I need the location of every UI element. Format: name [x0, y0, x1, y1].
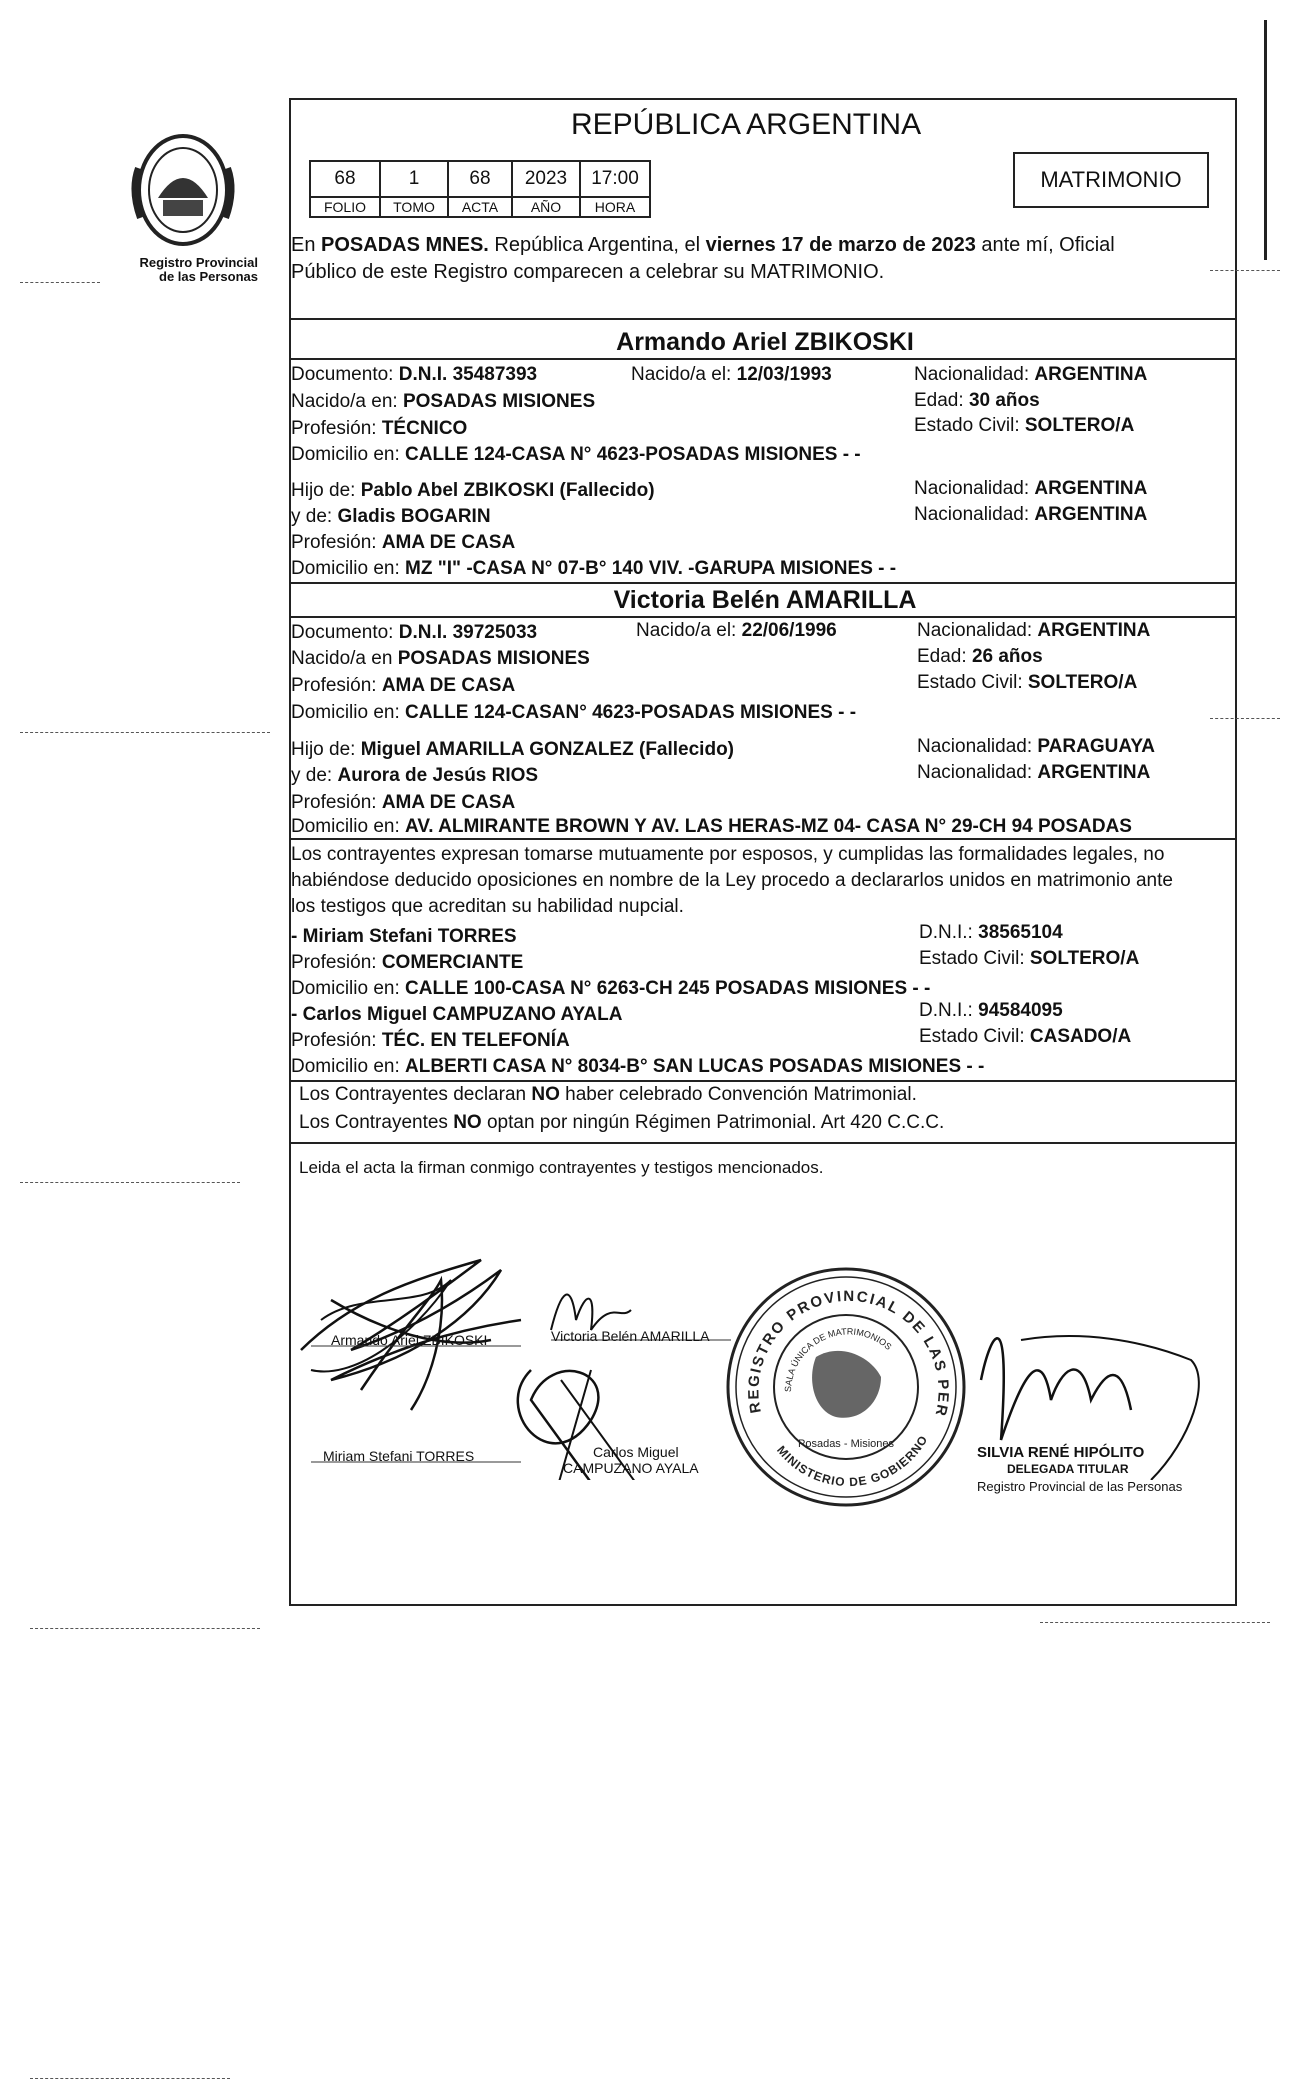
intro-date: viernes 17 de marzo de 2023: [705, 234, 976, 256]
official-name: SILVIA RENÉ HIPÓLITO: [977, 1444, 1145, 1461]
groom-nationality: ARGENTINA: [1034, 364, 1148, 385]
year-label: AÑO: [512, 197, 580, 217]
bride-nationality: ARGENTINA: [1037, 620, 1151, 641]
closing-text: Leida el acta la firman conmigo contrayentes y testigos mencionados.: [299, 1158, 824, 1177]
groom-profession: TÉCNICO: [381, 418, 468, 439]
groom-mother: Gladis BOGARIN: [337, 506, 491, 527]
witness1-signature-label: Miriam Stefani TORRES: [323, 1448, 475, 1464]
document-title: REPÚBLICA ARGENTINA: [571, 108, 922, 141]
provincial-seal-logo: [118, 128, 248, 253]
groom-father: Pablo Abel ZBIKOSKI (Fallecido): [360, 480, 655, 501]
groom-parents-address: MZ "I" -CASA N° 07-B° 140 VIV. -GARUPA MISIONES - -: [405, 558, 897, 579]
folio-value: 68: [310, 161, 380, 197]
groom-birthplace: POSADAS MISIONES: [402, 391, 596, 412]
margin-mark: [20, 282, 100, 283]
bride-signature-label: Victoria Belén AMARILLA: [551, 1328, 710, 1344]
groom-address: CALLE 124-CASA N° 4623-POSADAS MISIONES - -: [405, 444, 861, 465]
stamp-bottom-text: MINISTERIO DE GOBIERNO: [774, 1432, 931, 1490]
tomo-value: 1: [380, 161, 448, 197]
groom-signature-label: Armando Ariel ZBIKOSKI: [331, 1332, 488, 1348]
official-role: DELEGADA TITULAR: [1007, 1462, 1129, 1476]
witness1-dni: 38565104: [978, 922, 1063, 943]
convention-statement: Los Contrayentes declaran NO haber celebrado Convención Matrimonial.: [299, 1084, 917, 1105]
bride-profession: AMA DE CASA: [381, 675, 516, 696]
record-type-box: [1013, 152, 1209, 208]
groom-birthdate: 12/03/1993: [736, 364, 832, 385]
bride-birthplace: POSADAS MISIONES: [397, 648, 590, 669]
intro-text: En POSADAS MNES. República Argentina, el viernes 17 de marzo de 2023 ante mí, Oficial Público de este Registro comparecen a celebrar su MATRIMONIO.: [291, 232, 1115, 286]
hour-value: 17:00: [580, 161, 650, 197]
groom-name: Armando Ariel ZBIKOSKI: [616, 328, 914, 356]
bride-civil-status: SOLTERO/A: [1027, 672, 1138, 693]
witness1-name: - Miriam Stefani TORRES: [291, 926, 517, 947]
witness1-address: CALLE 100-CASA N° 6263-CH 245 POSADAS MISIONES - -: [405, 978, 931, 999]
margin-mark: [30, 2078, 230, 2079]
groom-civil-status: SOLTERO/A: [1024, 415, 1135, 436]
acta-label: ACTA: [448, 197, 512, 217]
tomo-label: TOMO: [380, 197, 448, 217]
logo-caption: [98, 256, 258, 284]
stamp-city: Posadas - Misiones: [798, 1438, 894, 1450]
margin-mark: [20, 732, 270, 733]
bride-name: Victoria Belén AMARILLA: [613, 586, 917, 614]
record-frame: REPÚBLICA ARGENTINA MATRIMONIO En POSADAS MNES. República Argentina, el viernes 17 de marzo de 2023 ante mí, Oficial Público de este Registro comparecen a celebrar su MATRIMONIO. Armando Ariel ZBIKOSKI Documento: D.N.I. 35487393 Nacido/a el: 12/03/1993 Nacionalidad: ARGENTINA Nacido/a en: POSADAS MISIONES Edad: 30 años Profesión: TÉCNICO Estado Civil: SOLTERO/A Domicilio en: CALLE 124-CASA N° 4623-POSADAS MISIONES - - Hijo de: Pablo Abel ZBIKOSKI (Fallecido) Nacionalidad: ARGENTINA y de: Gladis BOGARIN Nacionalidad: ARGENTINA Profesión: AMA DE CASA Domicilio en: MZ "I" -CASA N° 07-B° 140 VIV. -GARUPA MISIONES - - Victoria Belén AMARILLA Documento: D.N.I. 39725033 Nacido/a el: 22/06/1996 Nacionalidad: ARGENTINA Nacido/a en POSADAS MISIONES Edad: 26 años Profesión: AMA DE CASA Estado Civil: SOLTERO/A Domicilio en: CALLE 124-CASAN° 4623-POSADAS MISIONES - - Hijo de: Miguel AMARILLA GONZALEZ (Fallecido) Nacionalidad: PARAGUAYA y de: Aurora de Jesús RIOS Nacionalidad: ARGENTINA Profesión: AMA DE CASA Domicilio en: AV. ALMIRANTE BROWN Y AV. LAS HERAS-MZ 04- CASA N° 29-CH 94 POSADAS Los contrayentes expresan tomarse mutuamente por esposos, y cumplidas las formalidades legales, no habiéndose deducido oposiciones en nombre de la Ley procedo a declararlos unidos en matrimonio ante los testigos que acreditan su habilidad nupcial. - Miriam Stefani TORRES D.N.I.: 38565104 Profesión: COMERCIANTE Estado Civil: SOLTERO/A Domicilio en: CALLE 100-CASA N° 6263-CH 245 POSADAS MISIONES - - - Carlos Miguel CAMPUZANO AYALA D.N.I.: 94584095 Profesión: TÉC. EN TELEFONÍA Estado Civil: CASADO/A Domicilio en: ALBERTI CASA N° 8034-B° SAN LUCAS POSADAS MISIONES - - Los Contrayentes declaran NO haber celebrado Convención Matrimonial. Los Contrayentes NO optan por ningún Régimen Patrimonial. Art 420 C.C.C. Leida el acta la firman conmigo contrayentes y testigos mencionados. Armando Ariel ZBIKOSKI Victoria Belén AMARILLA Miriam Stefani TORRES Carlos Miguel CAMPUZANO AYALA REGISTRO PROVINCIAL DE LAS PER MINISTERIO DE GOBIERNO SALA ÚNICA DE MATRIMONIOS Posadas - Misiones SILVIA RENÉ HIPÓLITO DELEGADA TITULAR Registro Provincial de las Personas: [289, 98, 1237, 1606]
bride-parents-address: AV. ALMIRANTE BROWN Y AV. LAS HERAS-MZ 04- CASA N° 29-CH 94 POSADAS: [405, 816, 1132, 837]
witness2-name: - Carlos Miguel CAMPUZANO AYALA: [291, 1004, 623, 1025]
stamp-outer-text: REGISTRO PROVINCIAL DE LAS PER: [745, 1287, 952, 1420]
patrimonial-regime-statement: Los Contrayentes NO optan por ningún Régimen Patrimonial. Art 420 C.C.C.: [299, 1112, 945, 1133]
record-type-label: MATRIMONIO: [1040, 167, 1182, 192]
groom-age: 30 años: [968, 390, 1040, 411]
margin-mark: [20, 1182, 240, 1183]
stamp-inner-text: SALA ÚNICA DE MATRIMONIOS: [782, 1326, 894, 1393]
official-block: [977, 1444, 1182, 1495]
folio-label: FOLIO: [310, 197, 380, 217]
logo-line2: de las Personas: [159, 269, 258, 284]
margin-mark: [1040, 1622, 1270, 1623]
official-stamp: [721, 1262, 971, 1512]
margin-mark: [1210, 718, 1280, 719]
declaration-text: Los contrayentes expresan tomarse mutuamente por esposos, y cumplidas las formalidades legales, no habiéndose deducido oposiciones en nombre de la Ley procedo a declararlos unidos en matrimonio ante los testigos que acreditan su habilidad nupcial.: [291, 844, 1173, 917]
margin-mark: [1210, 270, 1280, 271]
intro-line2: Público de este Registro comparecen a celebrar su MATRIMONIO.: [291, 261, 885, 283]
logo-line1: Registro Provincial: [139, 255, 258, 270]
margin-mark: [30, 1628, 260, 1629]
year-value: 2023: [512, 161, 580, 197]
bride-age: 26 años: [971, 646, 1043, 667]
witness2-dni: 94584095: [978, 1000, 1063, 1021]
bride-address: CALLE 124-CASAN° 4623-POSADAS MISIONES - -: [405, 702, 857, 723]
bride-dni: D.N.I. 39725033: [398, 622, 538, 643]
edge-mark: [1264, 20, 1267, 260]
acta-value: 68: [448, 161, 512, 197]
hour-label: HORA: [580, 197, 650, 217]
groom-dni: D.N.I. 35487393: [398, 364, 538, 385]
bride-birthdate: 22/06/1996: [741, 620, 837, 641]
bride-father: Miguel AMARILLA GONZALEZ (Fallecido): [360, 739, 734, 760]
bride-mother: Aurora de Jesús RIOS: [337, 765, 539, 786]
intro-place: POSADAS MNES.: [321, 234, 489, 256]
witness2-address: ALBERTI CASA N° 8034-B° SAN LUCAS POSADAS MISIONES - -: [405, 1056, 985, 1077]
official-office: Registro Provincial de las Personas: [977, 1479, 1183, 1494]
witness2-signature-label: Carlos Miguel CAMPUZANO AYALA: [563, 1444, 699, 1476]
record-id-table: [309, 160, 651, 218]
